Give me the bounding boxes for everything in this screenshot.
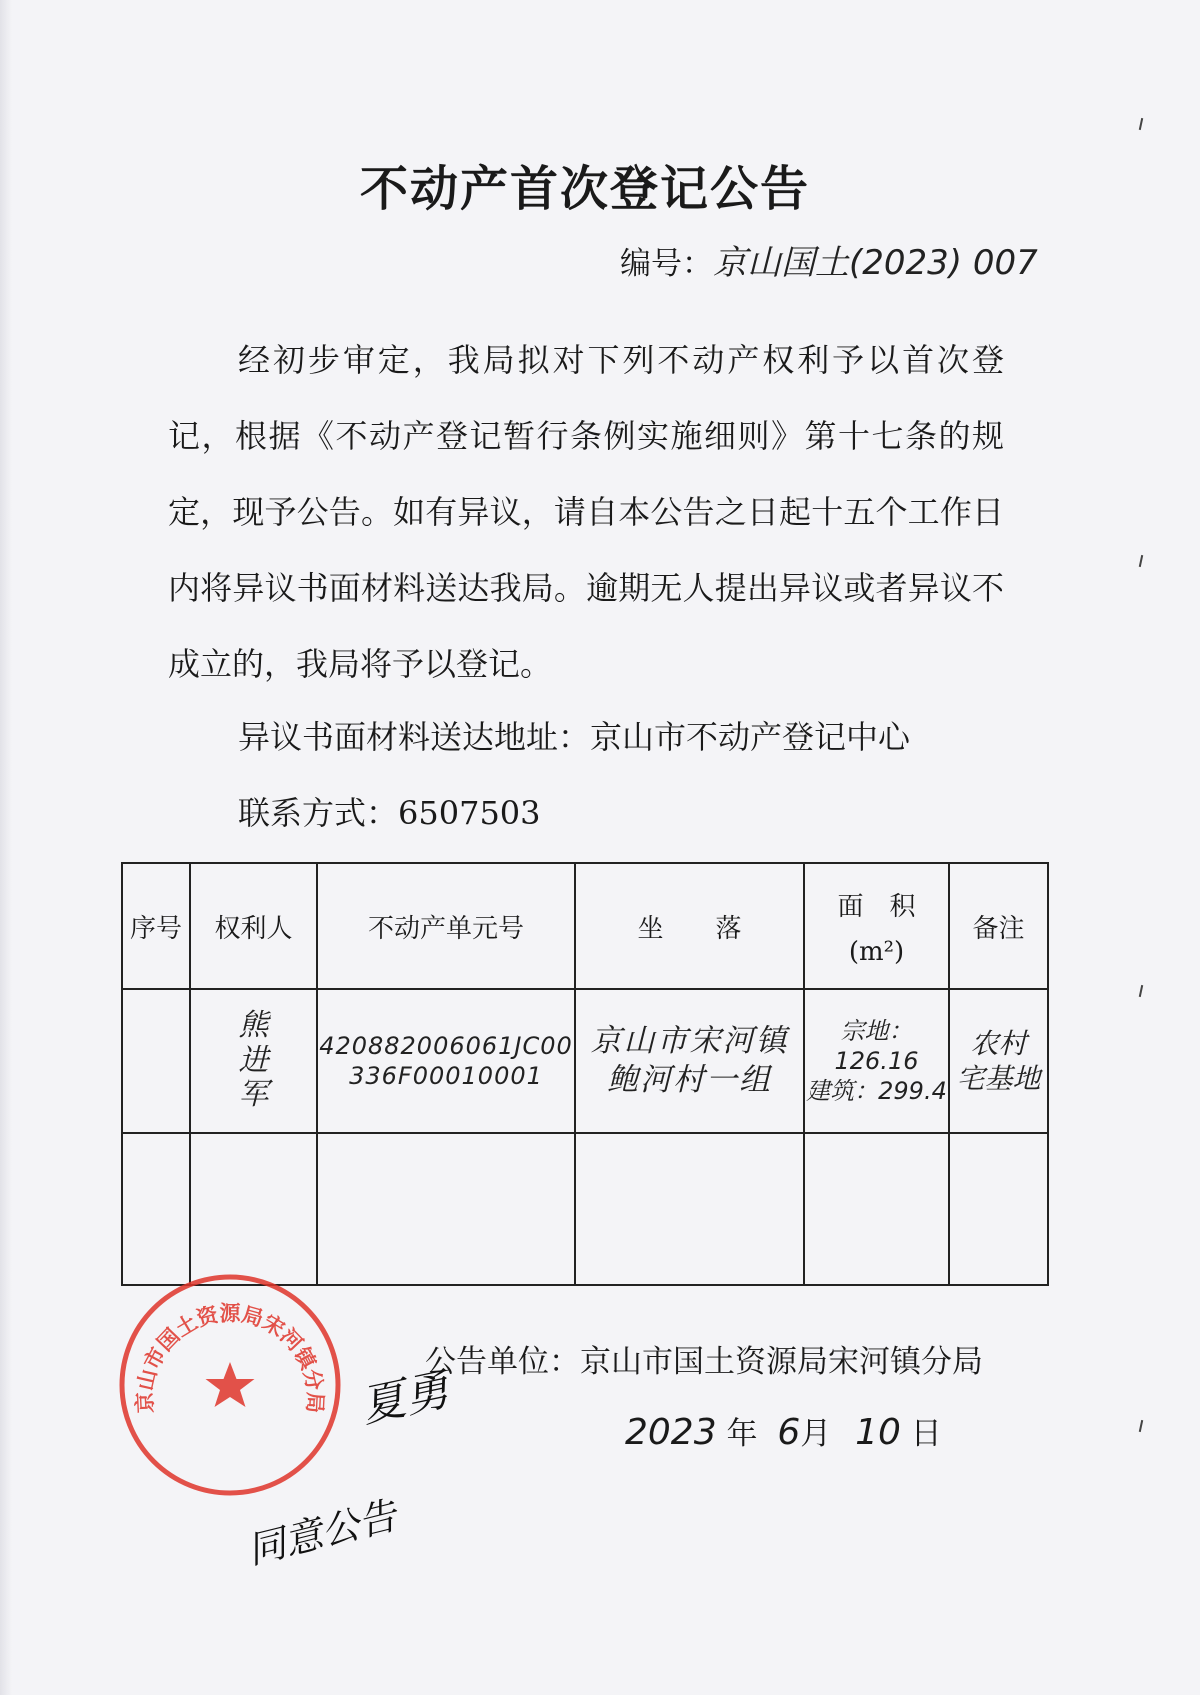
- table-row-empty: [122, 1133, 1048, 1285]
- header-unit-no: 不动产单元号: [317, 863, 575, 989]
- scan-mark: [1139, 1420, 1143, 1432]
- empty-cell: [190, 1133, 317, 1285]
- date-month-suffix: 月: [800, 1416, 832, 1452]
- registration-table: [121, 862, 1049, 1286]
- seal-star-icon: [206, 1362, 255, 1407]
- cell-note: [949, 989, 1048, 1133]
- notice-date: [625, 1408, 942, 1453]
- paper-edge: [0, 0, 12, 1695]
- issuing-unit: 公告单位：京山市国土资源局宋河镇分局: [425, 1344, 983, 1380]
- objection-address: 异议书面材料送达地址：京山市不动产登记中心: [238, 718, 911, 756]
- approval-note: 同意公告: [242, 1493, 401, 1573]
- note-line-1: 农村: [970, 1027, 1027, 1060]
- serial-number: [620, 235, 1038, 284]
- notice-body: 经初步审定，我局拟对下列不动产权利予以首次登记，根据《不动产登记暂行条例实施细则》第十七条的规定，现予公告。如有异议，请自本公告之日起十五个工作日内将异议书面材料送达我局。逾期无人提出异议或者异议不成立的，我局将予以登记。: [168, 341, 1004, 683]
- empty-cell: [575, 1133, 804, 1285]
- note-line-2: 宅基地: [956, 1062, 1041, 1095]
- empty-cell: [317, 1133, 575, 1285]
- header-area: [804, 863, 949, 989]
- empty-cell: [804, 1133, 949, 1285]
- cell-unit-no: [317, 989, 575, 1133]
- land-area: 宗地：126.16: [834, 1017, 919, 1075]
- cell-area: [804, 989, 949, 1133]
- date-month: 6: [777, 1412, 801, 1453]
- scan-mark: [1139, 555, 1143, 567]
- header-area-unit: (m²): [848, 936, 905, 967]
- holder-name: 熊进军: [238, 1008, 269, 1113]
- scan-mark: [1139, 118, 1143, 130]
- unit-number: 420882006061JC00336F00010001: [319, 1032, 573, 1090]
- date-day-suffix: 日: [910, 1416, 942, 1452]
- scan-mark: [1139, 985, 1143, 997]
- serial-handwritten: 京山国土(2023) 007: [713, 243, 1038, 283]
- notice-title: 不动产首次登记公告: [359, 161, 810, 217]
- signature: 夏勇: [356, 1364, 454, 1433]
- date-year-suffix: 年: [726, 1416, 758, 1452]
- building-area: 建筑：299.4: [806, 1077, 947, 1105]
- date-year: 2023: [625, 1412, 717, 1453]
- location-line-1: 京山市宋河镇: [590, 1023, 789, 1060]
- header-holder: 权利人: [190, 863, 317, 989]
- empty-cell: [949, 1133, 1048, 1285]
- header-area-label: 面 积: [837, 891, 916, 922]
- table-header-row: [122, 863, 1048, 989]
- header-location: 坐 落: [575, 863, 804, 989]
- serial-label: 编号：: [620, 246, 713, 282]
- date-day: 10: [855, 1412, 901, 1453]
- cell-seq: [122, 989, 190, 1133]
- header-seq: 序号: [122, 863, 190, 989]
- cell-holder: [190, 989, 317, 1133]
- location-line-2: 鲍河村一组: [607, 1062, 772, 1098]
- empty-cell: [122, 1133, 190, 1285]
- seal-text: 京山市国土资源局宋河镇分局: [132, 1301, 328, 1414]
- header-note: 备注: [949, 863, 1048, 989]
- contact-info: 联系方式：6507503: [238, 794, 541, 832]
- cell-location: [575, 989, 804, 1133]
- table-row: [122, 989, 1048, 1133]
- official-seal: [115, 1270, 345, 1500]
